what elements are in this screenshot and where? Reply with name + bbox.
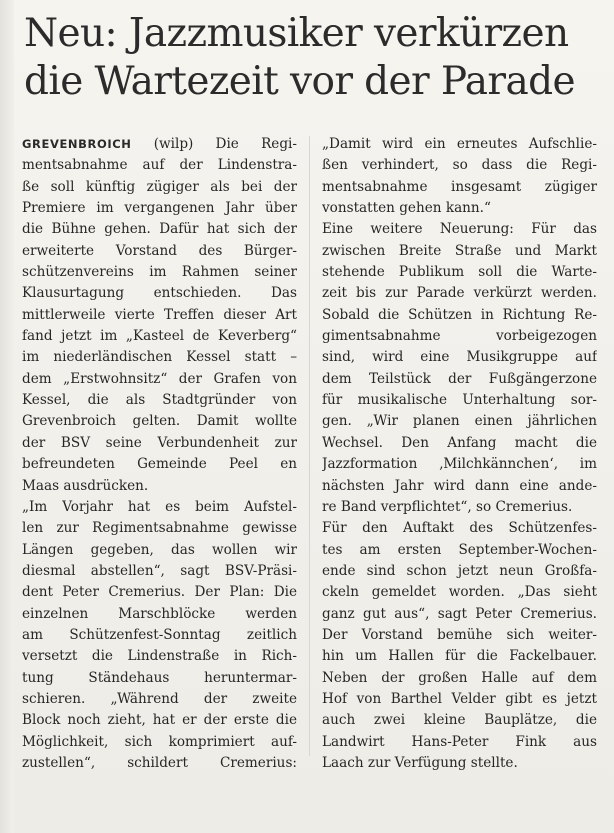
text-line: sind, wird eine Musikgruppe auf (322, 349, 597, 366)
text-line: ßen verhindert, so dass die Regi- (322, 157, 597, 174)
text-line: zwischen Breite Straße und Markt (322, 242, 597, 259)
text-line: Möglichkeit, sich komprimiert auf- (22, 733, 297, 750)
text-line: stehende Publikum soll die Warte- (322, 264, 597, 281)
text-line: vonstatten gehen kann.“ (322, 200, 491, 217)
text-line: Neben der großen Halle auf dem (322, 669, 597, 686)
text-line: zustellen“, schildert Cremerius: (22, 754, 297, 771)
text-line: einzelnen Marschblöcke werden (22, 605, 297, 622)
text-line: Kessel, die als Stadtgründer von (22, 392, 297, 409)
text-line: len zur Regimentsabnahme gewisse (22, 520, 297, 537)
text-line: Grevenbroich gelten. Damit wollte (22, 413, 297, 430)
article-column-right (322, 134, 597, 774)
text-line (22, 134, 297, 155)
text-line: versetzt die Lindenstraße in Rich- (22, 648, 297, 665)
text-line: dent Peter Cremerius. Der Plan: Die (22, 584, 297, 601)
text-line: Klausurtagung entschieden. Das (22, 285, 297, 302)
text-line: Wechsel. Den Anfang macht die (322, 434, 597, 451)
text-line: diesmal abstellen“, sagt BSV-Präsi- (22, 562, 297, 579)
text-line: Längen gegeben, das wollen wir (22, 541, 297, 558)
text-line: am Schützenfest-Sonntag zeitlich (22, 626, 297, 643)
text-line: Der Vorstand bemühe sich weiter- (322, 626, 597, 643)
text-line: erweiterte Vorstand des Bürger- (22, 242, 297, 259)
text-line: re Band verpflichtet“, so Cremerius. (322, 498, 573, 515)
text-line: fand jetzt im „Kasteel de Keverberg“ (22, 328, 297, 345)
dateline-text: (wilp) Die Regi- (131, 136, 297, 152)
article-headline (24, 10, 604, 106)
dateline: GREVENBROICH (22, 137, 132, 151)
text-line: die Bühne gehen. Dafür hat sich der (22, 221, 297, 238)
headline-line-1: Neu: Jazzmusiker verkürzen (24, 11, 569, 56)
text-line: hin um Hallen für die Fackelbauer. (322, 648, 597, 665)
text-line: für musikalische Unterhaltung sor- (322, 392, 597, 409)
text-line: dem „Erstwohnsitz“ der Grafen von (22, 370, 297, 387)
text-line: Block noch zieht, hat er der erste die (22, 712, 297, 729)
text-line: mentsabnahme insgesamt zügiger (322, 178, 597, 195)
text-line: Hof von Barthel Velder gibt es jetzt (322, 690, 597, 707)
text-line: Landwirt Hans-Peter Fink aus (322, 733, 597, 750)
text-line: Laach zur Verfügung stellte. (322, 754, 518, 771)
text-line: befreundeten Gemeinde Peel en (22, 456, 297, 473)
text-line: schützenvereins im Rahmen seiner (22, 264, 297, 281)
text-line: Jazzformation ‚Milchkännchen‘, im (322, 456, 597, 473)
text-line: ende sind schon jetzt neun Großfa- (322, 562, 597, 579)
text-line: ckeln gemeldet worden. „Das sieht (322, 584, 597, 601)
text-line: mentsabnahme auf der Lindenstra- (22, 157, 297, 174)
text-line: dem Teilstück der Fußgängerzone (322, 370, 597, 387)
page-fold-shadow (0, 0, 14, 833)
column-divider (309, 136, 310, 756)
text-line: „Im Vorjahr hat es beim Aufstel- (22, 498, 297, 515)
text-line: nächsten Jahr wird dann eine ande- (322, 477, 597, 494)
text-line: im niederländischen Kessel statt – (22, 349, 297, 366)
text-line: gimentsabnahme vorbeigezogen (322, 328, 597, 345)
text-line: Maas ausdrücken. (22, 477, 149, 494)
text-line: der BSV seine Verbundenheit zur (22, 434, 297, 451)
text-line: zeit bis zur Parade verkürzt werden. (322, 285, 597, 302)
text-line: Für den Auftakt des Schützenfes- (322, 520, 597, 537)
text-line: schieren. „Während der zweite (22, 690, 297, 707)
headline-line-2: die Wartezeit vor der Parade (24, 59, 575, 104)
text-line: „Damit wird ein erneutes Aufschlie- (322, 136, 597, 152)
text-line: Premiere im vergangenen Jahr über (22, 200, 297, 217)
text-line: ganz gut aus“, sagt Peter Cremerius. (322, 605, 597, 622)
text-line: mittlerweile vierte Treffen dieser Art (22, 306, 297, 323)
text-line: Sobald die Schützen in Richtung Re- (322, 306, 597, 323)
article-column-left (22, 134, 297, 774)
text-line: Eine weitere Neuerung: Für das (322, 221, 597, 238)
text-line: tes am ersten September-Wochen- (322, 541, 597, 558)
text-line: ße soll künftig zügiger als bei der (22, 178, 297, 195)
text-line: gen. „Wir planen einen jährlichen (322, 413, 597, 430)
text-line: tung Ständehaus heruntermar- (22, 669, 297, 686)
text-line: auch zwei kleine Bauplätze, die (322, 712, 597, 729)
